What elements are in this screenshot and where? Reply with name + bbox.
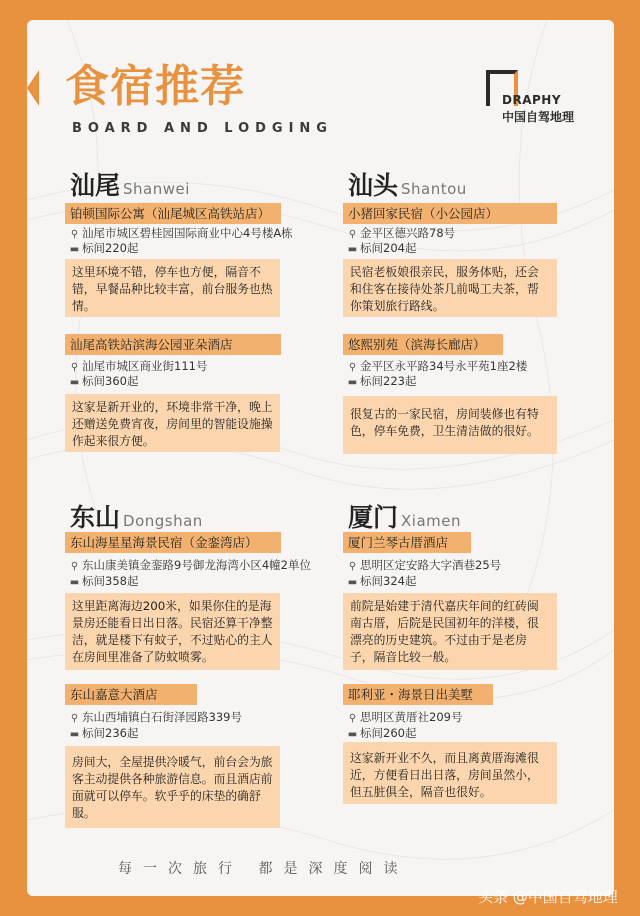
hotel-price: ▬ 标间324起 xyxy=(347,574,417,588)
city-heading-shantou xyxy=(348,166,467,202)
hotel-name: 耶利亚・海景日出美墅 xyxy=(343,684,493,705)
city-heading-shanwei xyxy=(70,166,190,202)
location-pin-icon: ⚲ xyxy=(70,713,79,724)
hotel-description: 民宿老板娘很亲民，服务体贴，还会和住客在接待处茶几前喝工夫茶，帮你策划旅行路线。 xyxy=(343,259,557,317)
hotel-name: 铂顿国际公寓（汕尾城区高铁站店） xyxy=(65,203,281,224)
location-pin-icon: ⚲ xyxy=(348,713,357,724)
hotel-description: 这家新开业不久，而且离黄厝海滩很近，方便看日出日落，房间虽然小，但五脏俱全，隔音也很好。 xyxy=(343,742,557,804)
city-name-cn: 东山 xyxy=(70,503,121,532)
hotel-name: 厦门兰琴古厝酒店 xyxy=(343,532,471,553)
city-name-en: Xiamen xyxy=(401,512,461,530)
hotel-price: ▬ 标间358起 xyxy=(69,574,139,588)
city-name-en: Dongshan xyxy=(123,512,203,530)
hotel-price: ▬ 标间236起 xyxy=(69,726,139,740)
page-subtitle: BOARD AND LODGING xyxy=(72,121,333,136)
bed-icon: ▬ xyxy=(347,377,358,388)
page-title: 食宿推荐 xyxy=(65,61,245,112)
bed-icon: ▬ xyxy=(69,244,80,255)
poster-sheet xyxy=(27,20,614,896)
bed-icon: ▬ xyxy=(69,729,80,740)
hotel-price: ▬ 标间223起 xyxy=(347,374,417,388)
hotel-address: ⚲ 金平区德兴路78号 xyxy=(348,226,456,240)
hotel-price: ▬ 标间220起 xyxy=(69,241,139,255)
hotel-address: ⚲ 汕尾市城区碧桂园国际商业中心4号楼A栋 xyxy=(70,226,293,240)
location-pin-icon: ⚲ xyxy=(70,561,79,572)
hotel-name: 东山嘉意大酒店 xyxy=(65,684,197,705)
hotel-description: 这里距离海边200米，如果你住的是海景房还能看日出日落。民宿还算干净整洁，就是楼下有蚊子，不过贴心的主人在房间里准备了防蚊喷雾。 xyxy=(65,593,280,670)
hotel-name: 汕尾高铁站滨海公园亚朵酒店 xyxy=(65,334,281,355)
location-pin-icon: ⚲ xyxy=(348,561,357,572)
hotel-description: 这里环境不错，停车也方便，隔音不错，早餐品种比较丰富，前台服务也热情。 xyxy=(65,259,280,317)
city-heading-dongshan xyxy=(70,498,203,534)
hotel-address: ⚲ 东山西埔镇白石街泽园路339号 xyxy=(70,710,242,724)
hotel-description: 这家是新开业的，环境非常干净，晚上还赠送免费宵夜，房间里的智能设施操作起来很方便。 xyxy=(65,394,280,452)
sheet-notch xyxy=(27,70,39,106)
hotel-name: 悠熙别苑（滨海长廊店） xyxy=(343,334,503,355)
location-pin-icon: ⚲ xyxy=(348,229,357,240)
hotel-price: ▬ 标间260起 xyxy=(347,726,417,740)
hotel-description: 很复古的一家民宿，房间装修也有特色，停车免费，卫生清洁做的很好。 xyxy=(343,396,557,454)
brand-logo-cn: 中国自驾地理 xyxy=(502,110,575,124)
brand-logo-en: DRAPHY xyxy=(502,93,562,107)
bed-icon: ▬ xyxy=(347,577,358,588)
bed-icon: ▬ xyxy=(69,577,80,588)
bed-icon: ▬ xyxy=(69,377,80,388)
hotel-address: ⚲ 东山康美镇金銮路9号御龙海湾小区4幢2单位 xyxy=(70,558,311,572)
city-name-en: Shantou xyxy=(401,180,467,198)
hotel-address: ⚲ 汕尾市城区商业街111号 xyxy=(70,359,208,373)
city-name-cn: 汕尾 xyxy=(70,171,121,200)
city-heading-xiamen xyxy=(348,498,461,534)
location-pin-icon: ⚲ xyxy=(70,229,79,240)
footer-slogan: 每一次旅行 都是深度阅读 xyxy=(118,861,409,877)
hotel-address: ⚲ 思明区黄厝社209号 xyxy=(348,710,463,724)
city-name-en: Shanwei xyxy=(123,180,190,198)
hotel-name: 小猪回家民宿（小公园店） xyxy=(343,203,557,224)
hotel-description: 房间大，全屋提供冷暖气，前台会为旅客主动提供各种旅游信息。而且酒店前面就可以停车。软乎乎的床垫的确舒服。 xyxy=(65,746,280,828)
bed-icon: ▬ xyxy=(347,244,358,255)
location-pin-icon: ⚲ xyxy=(70,362,79,373)
hotel-price: ▬ 标间360起 xyxy=(69,374,139,388)
bed-icon: ▬ xyxy=(347,729,358,740)
city-name-cn: 厦门 xyxy=(348,503,399,532)
hotel-name: 东山海星星海景民宿（金銮湾店） xyxy=(65,532,281,553)
hotel-description: 前院是始建于清代嘉庆年间的红砖闽南古厝，后院是民国初年的洋楼，很漂亮的历史建筑。不过由于是老房子，隔音比较一般。 xyxy=(343,593,557,670)
hotel-address: ⚲ 思明区定安路大字酒巷25号 xyxy=(348,558,502,572)
source-watermark: 头条 @中国自驾地理 xyxy=(478,888,618,906)
hotel-address: ⚲ 金平区永平路34号永平苑1座2楼 xyxy=(348,359,528,373)
city-name-cn: 汕头 xyxy=(348,171,399,200)
location-pin-icon: ⚲ xyxy=(348,362,357,373)
hotel-price: ▬ 标间204起 xyxy=(347,241,417,255)
